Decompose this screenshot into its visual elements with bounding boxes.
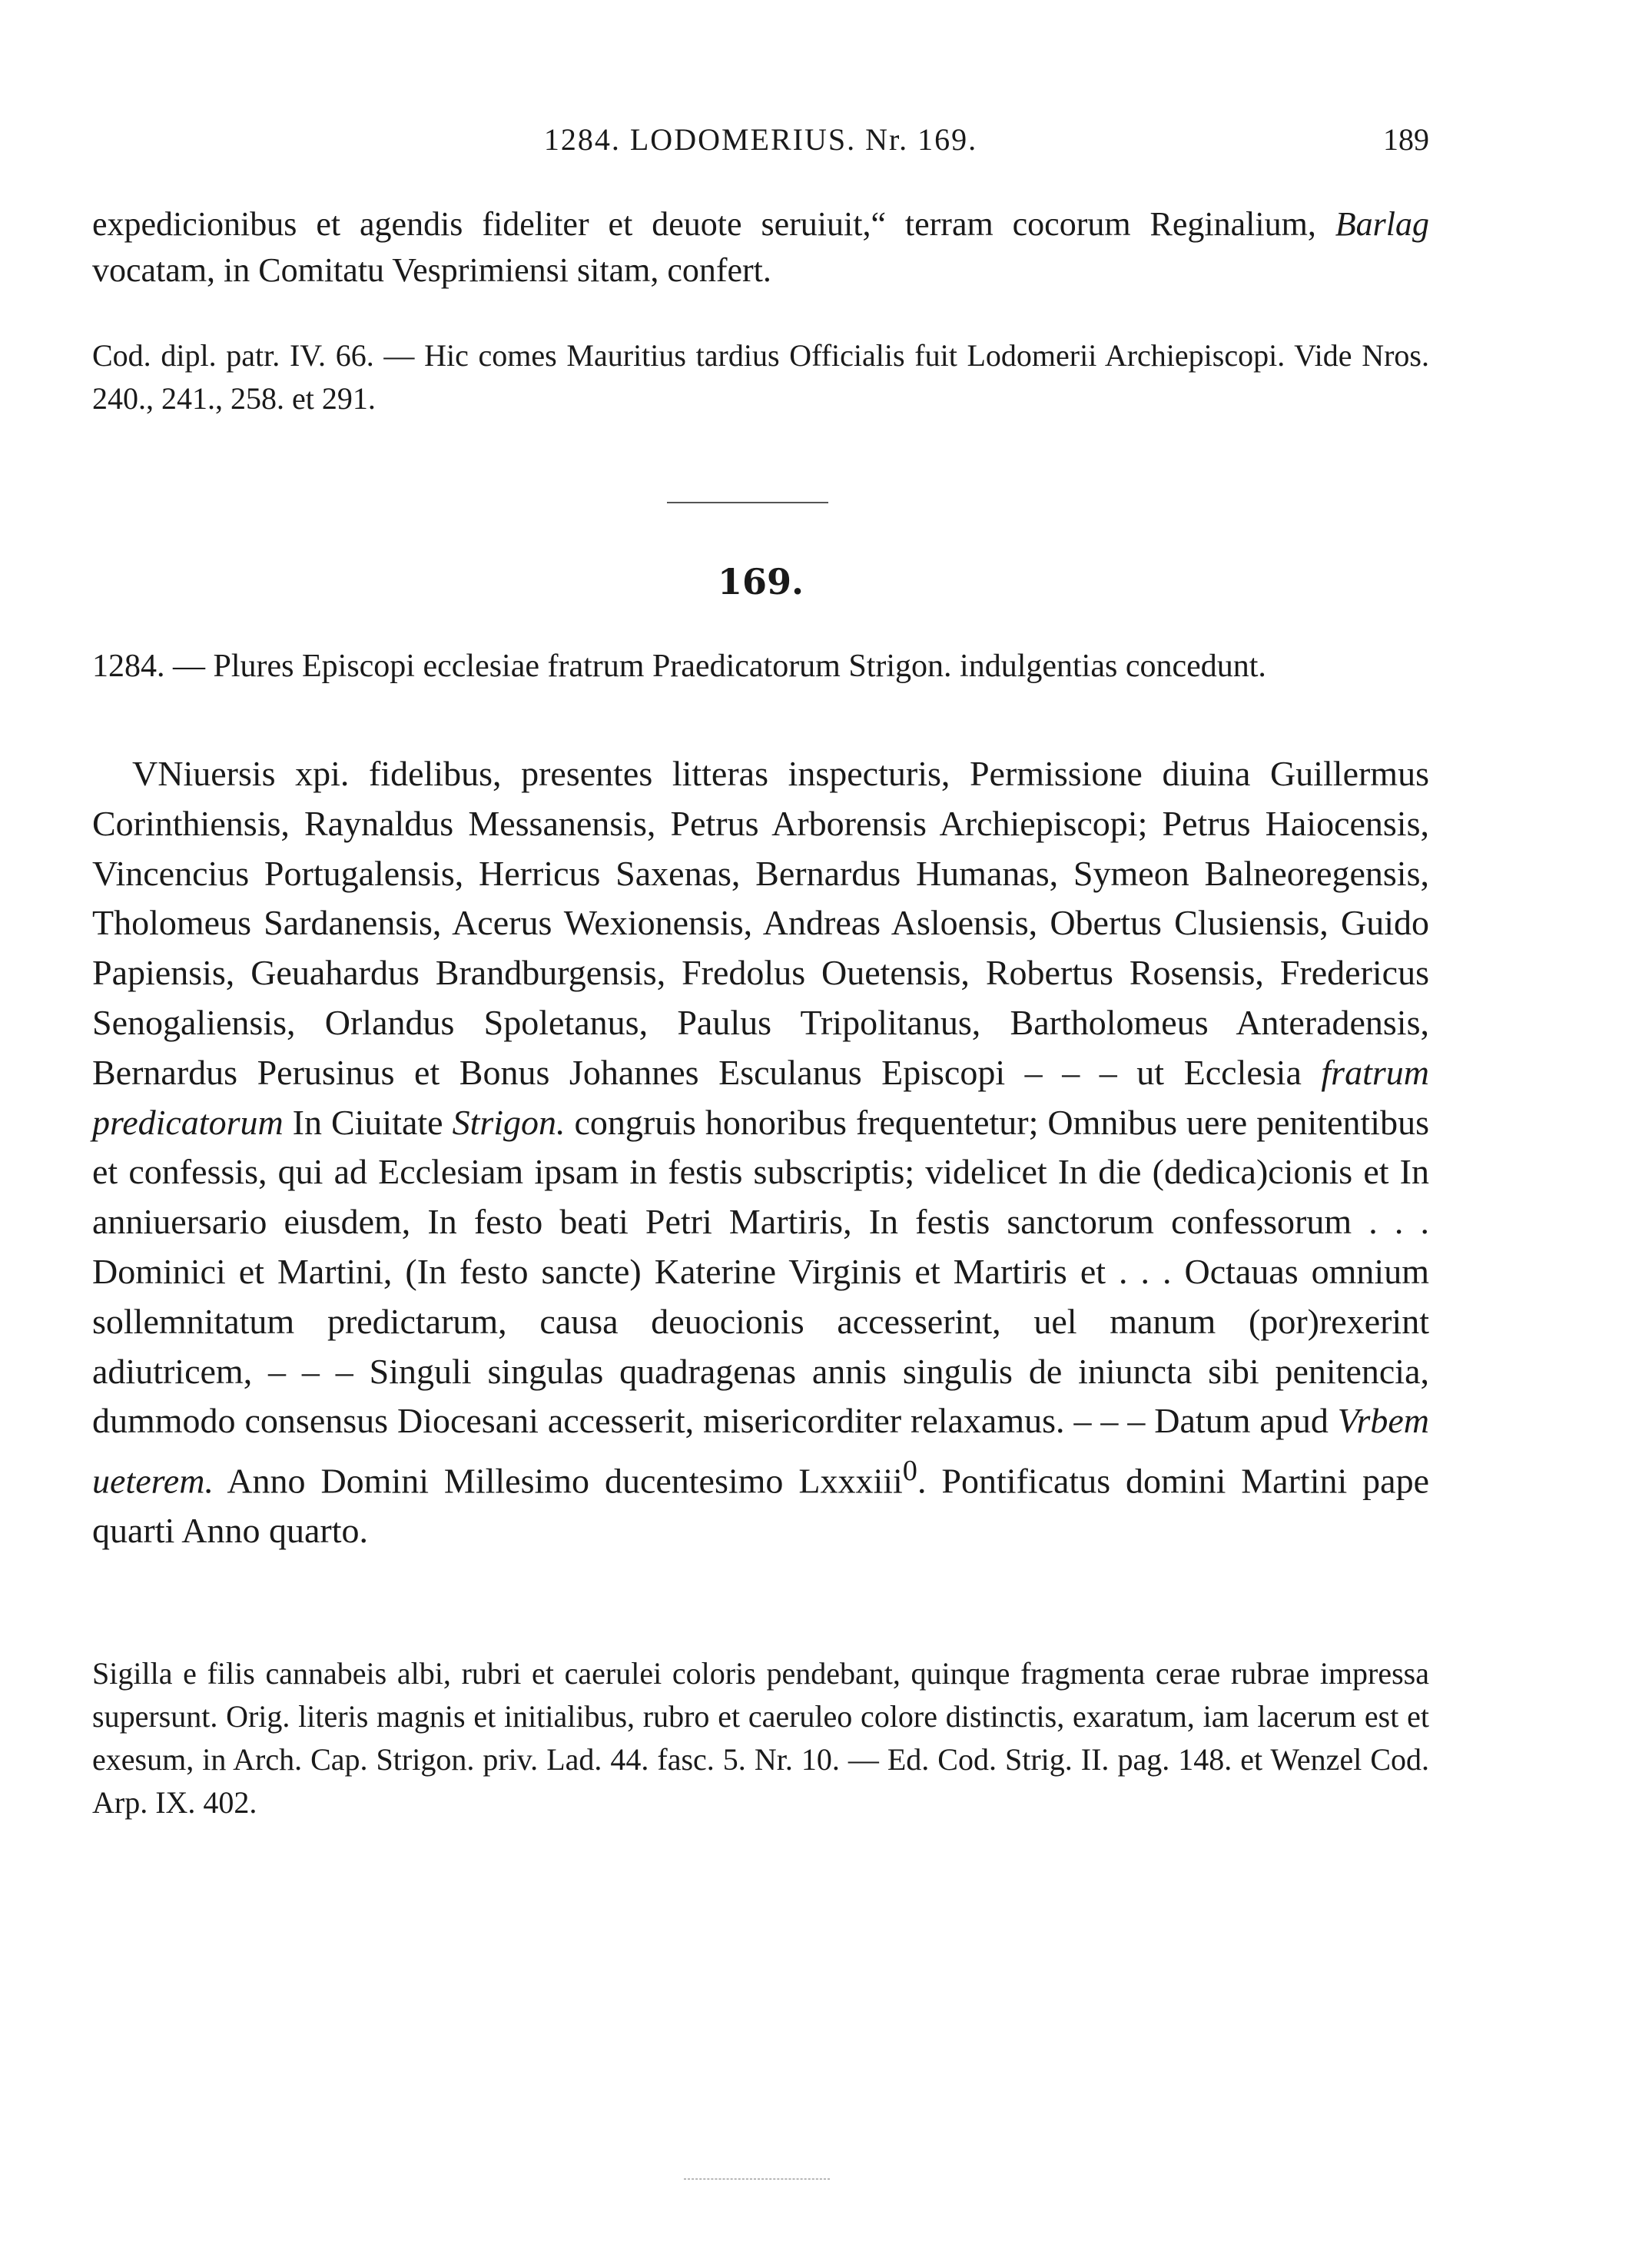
charter-text-part: Anno Domini Millesimo ducentesimo Lxxxiii bbox=[213, 1461, 903, 1501]
running-header bbox=[92, 121, 1429, 168]
charter-superscript: 0 bbox=[902, 1455, 917, 1488]
previous-document-text: expedicionibus et agendis fideliter et deuote seruiuit,“ terram cocorum Reginalium, bbox=[92, 205, 1335, 243]
page-number: 189 bbox=[1383, 122, 1429, 157]
charter-italic: Strigon. bbox=[452, 1102, 566, 1142]
previous-document-text-end: vocatam, in Comitatu Vesprimiensi sitam, confert. bbox=[92, 251, 771, 289]
charter-italic: Vrbem ueterem. bbox=[92, 1401, 1429, 1501]
section-divider bbox=[667, 502, 828, 503]
place-name: Barlag bbox=[1335, 205, 1429, 243]
charter-text-part: VNiuersis xpi. fidelibus, presentes litteras inspecturis, Permissione diuina Guillermus Corinthiensis, Raynaldus Messanensis, Petrus Arborensis Archiepiscopi; Petrus Haiocensis, Vincencius Portugalensis, Herricus Saxenas, Bernardus Humanas, Symeon Balneoregensis, Tholomeus Sardanensis, Acerus Wexionensis, Andreas Asloensis, Obertus Clusiensis, Guido Papiensis, Geuahardus Brandburgensis, Fredolus Ouetensis, Robertus Rosensis, Fredericus Senogaliensis, Orlandus Spoletanus, Paulus Tripolitanus, Bartholomeus Anteradensis, Bernardus Perusinus et Bonus Johannes Esculanus Episcopi – – – ut Ecclesia bbox=[92, 754, 1429, 1092]
charter-text-part: . Pontificatus domini Martini pape quarti Anno quarto. bbox=[92, 1461, 1429, 1551]
document-summary: 1284. — Plures Episcopi ecclesiae fratrum Praedicatorum Strigon. indulgentias concedunt. bbox=[92, 649, 1266, 684]
charter-text bbox=[92, 749, 1429, 1556]
charter-text-part: In Ciuitate bbox=[283, 1102, 453, 1142]
previous-document-note: Cod. dipl. patr. IV. 66. — Hic comes Mauritius tardius Officialis fuit Lodomerii Archiepiscopi. Vide Nros. 240., 241., 258. et 291. bbox=[92, 338, 1429, 416]
document-number: 169. bbox=[717, 561, 804, 602]
document-note: Sigilla e filis cannabeis albi, rubri et caerulei coloris pendebant, quinque fragmenta cerae rubrae impressa supersunt. Orig. literis magnis et initialibus, rubro et caeruleo colore distinctis, exaratum, iam lacerum est et exesum, in Arch. Cap. Strigon. priv. Lad. 44. fasc. 5. Nr. 10. — Ed. Cod. Strig. II. pag. 148. et Wenzel Cod. Arp. IX. 402. bbox=[92, 1656, 1429, 1820]
charter-italic: fratrum predicatorum bbox=[92, 1052, 1429, 1142]
charter-text-part: congruis honoribus frequentetur; Omnibus uere penitentibus et confessis, qui ad Ecclesiam ipsam in festis subscriptis; videlicet In die (dedica)cionis et In anniuersario eiusdem, In festo beati Petri Martiris, In festis sanctorum confessorum . . . Dominici et Martini, (In festo sancte) Katerine Virginis et Martiris et . . . Octauas omnium sollemnitatum predictarum, causa deuocionis accesserint, uel manum (por)rexerint adiutricem, – – – Singuli singulas quadragenas annis singulis de iniuncta sibi penitencia, dummodo consensus Diocesani accesserit, misericorditer relaxamus. – – – Datum apud bbox=[92, 1102, 1429, 1441]
running-title: 1284. LODOMERIUS. Nr. 169. bbox=[543, 122, 978, 157]
previous-document-ending bbox=[92, 201, 1429, 294]
